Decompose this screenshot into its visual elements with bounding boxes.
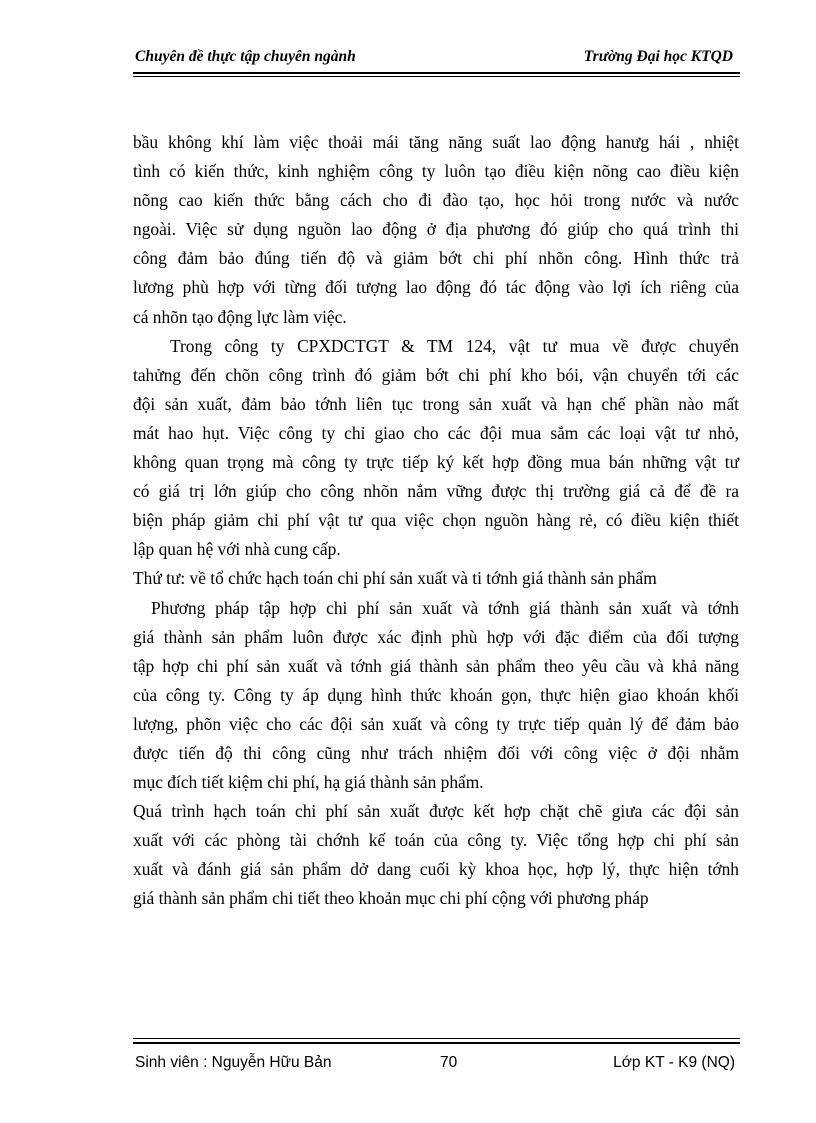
text-line: nõng cao kiến thức bằng cách cho đi đào tạo, học hỏi trong nước và nước	[133, 190, 739, 211]
text-line: công đảm bảo đúng tiến độ và giảm bớt chi phí nhõn công. Hình thức trả	[133, 248, 739, 269]
header-rule-thick	[133, 72, 740, 74]
text-line: Quá trình hạch toán chi phí sản xuất được kết hợp chặt chẽ giưa các đội sản	[133, 801, 739, 822]
text-line: xuất và đánh giá sản phẩm dở dang cuối kỳ khoa học, hợp lý, thực hiện tớnh	[133, 859, 739, 880]
text-line: Phương pháp tập hợp chi phí sản xuất và tớnh giá thành sản xuất và tớnh	[151, 597, 739, 618]
text-line: bầu không khí làm việc thoải mái tăng năng suất lao động hanưg hái , nhiệt	[133, 132, 739, 152]
text-line: tình có kiến thức, kinh nghiệm công ty luôn tạo điều kiện nõng cao điều kiện	[133, 161, 739, 182]
text-line: của công ty. Công ty áp dụng hình thức khoán gọn, thực hiện giao khoán khối	[133, 684, 739, 705]
text-line: Thứ tư: về tổ chức hạch toán chi phí sản xuất và ti tớnh giá thành sản phẩm	[133, 568, 657, 589]
paragraph-2	[133, 332, 739, 565]
footer-class: Lớp KT - K9 (NQ)	[613, 1054, 735, 1071]
text-line: mục đích tiết kiệm chi phí, hạ giá thành sản phẩm.	[133, 772, 484, 793]
text-line: cá nhõn tạo động lực làm việc.	[133, 306, 347, 327]
footer-student-name: Sinh viên : Nguyễn Hữu Bản	[135, 1054, 332, 1071]
footer-rule-thin	[133, 1038, 740, 1039]
text-line: lượng, phõn việc cho các đội sản xuất và công ty trực tiếp quản lý để đảm bảo	[133, 713, 739, 734]
paragraph-3	[133, 564, 739, 593]
text-line: mát hao hụt. Việc công ty chỉ giao cho các đội mua sắm các loại vật tư nhỏ,	[133, 422, 739, 443]
paragraph-1	[133, 128, 739, 332]
text-line: có giá trị lớn giúp cho công nhõn nắm vững được thị trường giá cả để đề ra	[133, 481, 739, 502]
paragraph-5	[133, 797, 739, 913]
footer-rule-thick	[133, 1042, 740, 1044]
text-line: lập quan hệ với nhà cung cấp.	[133, 539, 341, 560]
text-line: tập hợp chi phí sản xuất và tớnh giá thành sản phẩm theo yêu cầu và khả năng	[133, 655, 739, 676]
text-line: được tiến độ thi công cũng như trách nhiệm đối với công việc ở đội nhằm	[133, 742, 739, 763]
text-line: giá thành sản phẩm luôn được xác định phù hợp với đặc điểm của đối tượng	[133, 626, 739, 647]
text-line: giá thành sản phẩm chi tiết theo khoản mục chi phí cộng với phương pháp	[133, 888, 649, 909]
text-line: ngoài. Việc sử dụng nguồn lao động ở địa phương đó giúp cho quá trình thi	[133, 219, 739, 240]
text-line: tahửng đến chõn công trình đó giảm bớt chi phí kho bói, vận chuyển tới các	[133, 364, 739, 385]
text-line: xuất với các phòng tài chớnh kế toán của công ty. Việc tổng hợp chi phí sản	[133, 830, 739, 851]
header-rule-thin	[133, 76, 740, 77]
page-footer	[133, 1052, 739, 1076]
text-line: đội sản xuất, đảm bảo tớnh liên tục trong sản xuất và hạn chế phần nào mất	[133, 393, 739, 414]
document-body	[133, 128, 739, 914]
footer-page-number: 70	[440, 1054, 458, 1071]
text-line: lương phù hợp với từng đối tượng lao động đó tác động vào lợi ích riêng của	[133, 277, 739, 298]
paragraph-4	[133, 594, 739, 798]
text-line: không quan trọng mà công ty trực tiếp ký kết hợp đồng mua bán những vật tư	[133, 452, 739, 473]
header-university: Trường Đại học KTQD	[583, 48, 733, 65]
text-line: Trong công ty CPXDCTGT & TM 124, vật tư mua về được chuyển	[170, 335, 739, 356]
header-course-title: Chuyên đề thực tập chuyên ngành	[135, 48, 356, 65]
text-line: biện pháp giảm chi phí vật tư qua việc chọn nguồn hàng rẻ, có điều kiện thiết	[133, 510, 739, 531]
page-header	[133, 44, 739, 70]
